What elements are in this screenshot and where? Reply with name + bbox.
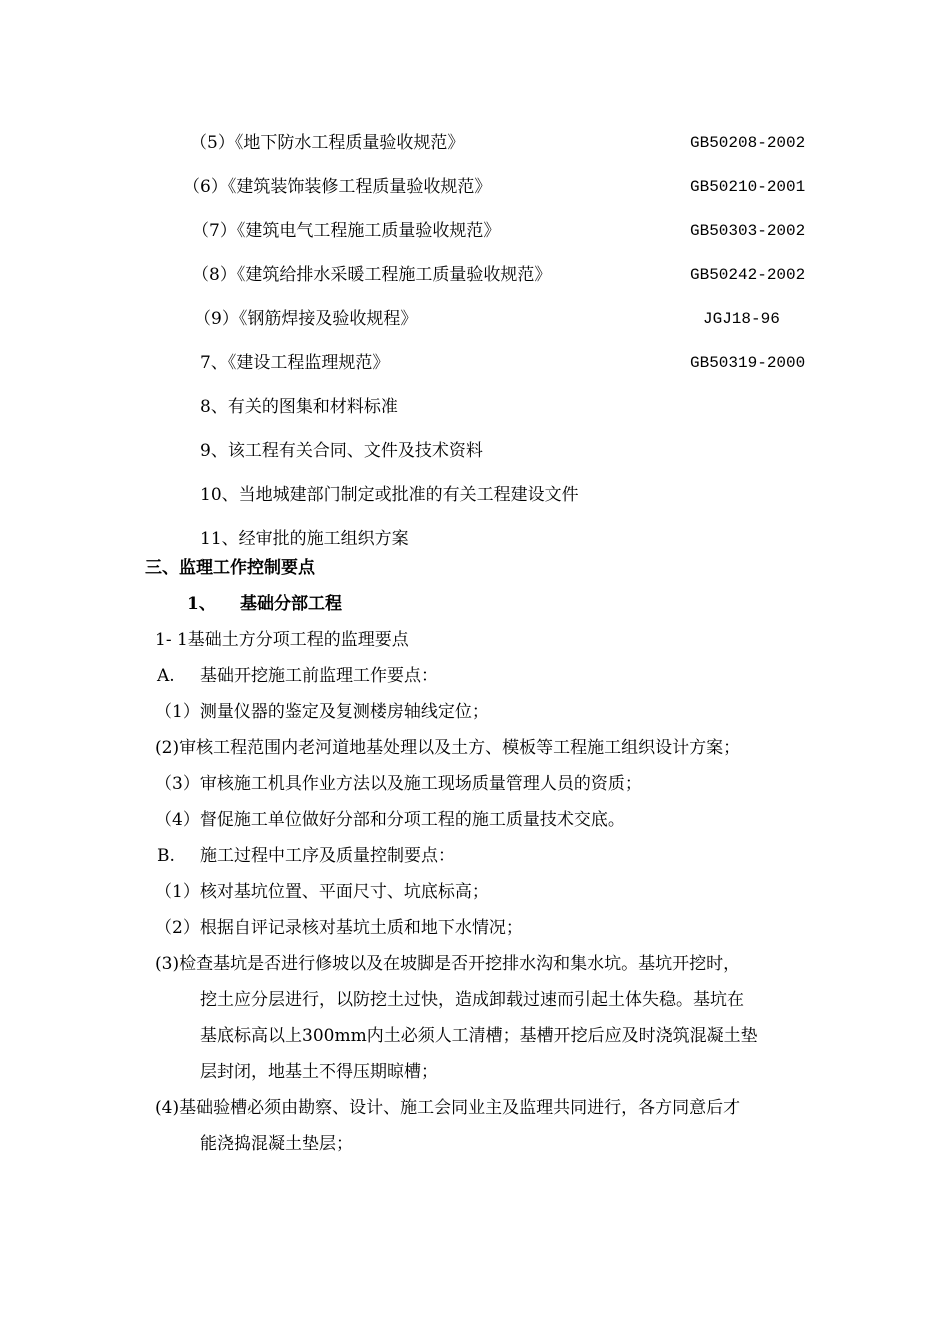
ref-code-9: JGJ18-96 bbox=[703, 310, 780, 328]
ref-item-construction-plan: 11、经审批的施工组织方案 bbox=[200, 529, 409, 549]
b-item-3-line-4: 层封闭，地基土不得压期晾槽； bbox=[200, 1062, 438, 1082]
ref-item-contracts: 9、该工程有关合同、文件及技术资料 bbox=[200, 441, 483, 461]
b-item-4-line-1: (4)基础验槽必须由勘察、设计、施工会同业主及监理共同进行，各方同意后才 bbox=[155, 1098, 741, 1118]
a-item-1: （1）测量仪器的鉴定及复测楼房轴线定位； bbox=[155, 702, 489, 722]
a-item-2: (2)审核工程范围内老河道地基处理以及土方、模板等工程施工组织设计方案； bbox=[155, 738, 741, 758]
b-item-2: （2）根据自评记录核对基坑土质和地下水情况； bbox=[155, 918, 523, 938]
b-item-3-line-2: 挖土应分层进行，以防挖土过快，造成卸载过速而引起土体失稳。基坑在 bbox=[200, 990, 744, 1010]
b-item-1: （1）核对基坑位置、平面尺寸、坑底标高； bbox=[155, 882, 489, 902]
ref-item-local-documents: 10、当地城建部门制定或批准的有关工程建设文件 bbox=[200, 485, 579, 505]
subsection-number: 1、 bbox=[187, 594, 216, 614]
ref-item-atlases: 8、有关的图集和材料标准 bbox=[200, 397, 398, 417]
ref-item-7: （7）《建筑电气工程施工质量验收规范》 bbox=[192, 221, 501, 241]
subsection-title: 基础分部工程 bbox=[240, 594, 342, 614]
b-item-3-line-1: (3)检查基坑是否进行修坡以及在坡脚是否开挖排水沟和集水坑。基坑开挖时， bbox=[155, 954, 741, 974]
ref-item-6: （6）《建筑装饰装修工程质量验收规范》 bbox=[183, 177, 492, 197]
ref-code-7: GB50303-2002 bbox=[690, 222, 806, 240]
ref-item-9: （9）《钢筋焊接及验收规程》 bbox=[194, 309, 418, 329]
ref-code-5: GB50208-2002 bbox=[690, 134, 806, 152]
ref-item-8: （8）《建筑给排水采暖工程施工质量验收规范》 bbox=[192, 265, 552, 285]
section-heading: 三、监理工作控制要点 bbox=[145, 558, 315, 578]
ref-code-8: GB50242-2002 bbox=[690, 266, 806, 284]
item-title-1-1: 1- 1基础土方分项工程的监理要点 bbox=[155, 630, 409, 650]
item-label-b: B. bbox=[157, 846, 175, 866]
item-label-a: A. bbox=[157, 666, 175, 686]
b-item-4-line-2: 能浇捣混凝土垫层； bbox=[200, 1134, 353, 1154]
ref-code-supervision-standard: GB50319-2000 bbox=[690, 354, 806, 372]
a-item-3: （3）审核施工机具作业方法以及施工现场质量管理人员的资质； bbox=[155, 774, 642, 794]
b-item-3-line-3: 基底标高以上300mm内土必须人工清槽；基槽开挖后应及时浇筑混凝土垫 bbox=[200, 1026, 758, 1046]
ref-item-supervision-standard: 7、《建设工程监理规范》 bbox=[200, 353, 390, 373]
ref-item-5: （5）《地下防水工程质量验收规范》 bbox=[190, 133, 465, 153]
item-text-a: 基础开挖施工前监理工作要点： bbox=[200, 666, 438, 686]
ref-code-6: GB50210-2001 bbox=[690, 178, 806, 196]
a-item-4: （4）督促施工单位做好分部和分项工程的施工质量技术交底。 bbox=[155, 810, 625, 830]
item-text-b: 施工过程中工序及质量控制要点： bbox=[200, 846, 455, 866]
